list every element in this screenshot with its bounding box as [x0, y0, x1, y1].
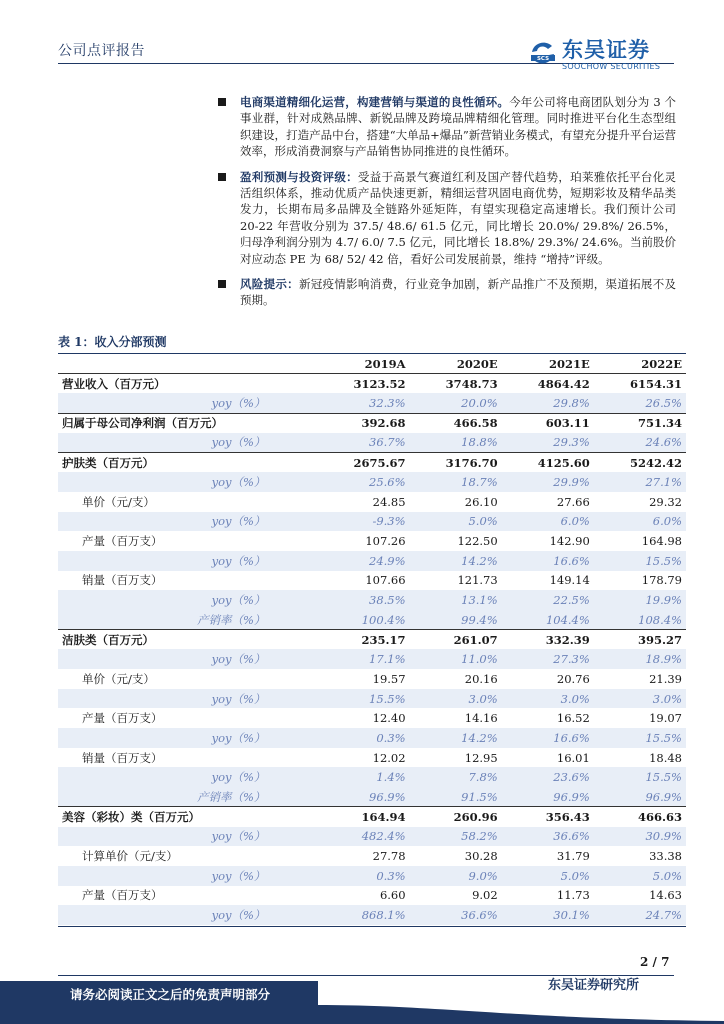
row-value-cell: 96.9%: [594, 787, 686, 807]
row-value-cell: 19.57: [372, 671, 406, 686]
row-value-cell: 3748.73: [410, 374, 502, 394]
table-row: [58, 610, 686, 630]
table-row: [58, 630, 686, 650]
row-value-cell: 4864.42: [502, 374, 594, 394]
footer-wave-decoration: [318, 1005, 724, 1024]
row-value-cell: 14.2%: [410, 551, 502, 571]
row-label: yoy（%）: [58, 433, 317, 453]
logo-mark-text: SCS: [536, 56, 550, 62]
row-value-cell: 18.8%: [410, 433, 502, 453]
table-header-row: [58, 354, 686, 374]
row-value-cell: 33.38: [649, 849, 682, 864]
row-value-cell: 30.1%: [502, 905, 594, 925]
footer-base-band: [0, 1005, 318, 1024]
row-label: yoy（%）: [58, 590, 317, 610]
row-label: yoy（%）: [58, 472, 317, 492]
row-label: 产量（百万支）: [82, 711, 163, 726]
row-value-cell: 24.9%: [317, 551, 409, 571]
table-row: [58, 452, 686, 472]
row-value-cell: 603.11: [502, 413, 594, 433]
table-row: [58, 512, 686, 532]
key-points: [218, 94, 676, 318]
row-value-cell: 2675.67: [317, 452, 409, 472]
row-label: yoy（%）: [58, 866, 317, 886]
row-value-cell: 27.1%: [594, 472, 686, 492]
row-value-cell: 30.9%: [594, 827, 686, 847]
row-value-cell: 16.6%: [502, 728, 594, 748]
row-value-cell: 18.48: [649, 750, 682, 765]
table-row: [58, 748, 686, 768]
row-value-cell: 15.5%: [594, 551, 686, 571]
row-value-cell: 22.5%: [502, 590, 594, 610]
row-label: 产销率（%）: [58, 610, 317, 630]
row-value-cell: 20.0%: [410, 393, 502, 413]
row-value-cell: 868.1%: [317, 905, 409, 925]
row-label: 产量（百万支）: [82, 888, 163, 903]
row-label: yoy（%）: [58, 827, 317, 847]
header-year-cell: 2020E: [410, 354, 502, 374]
row-value-cell: 9.0%: [410, 866, 502, 886]
row-value-cell: 235.17: [317, 630, 409, 650]
table-row: [58, 689, 686, 709]
row-value-cell: 149.14: [549, 573, 590, 588]
row-value-cell: 107.26: [365, 534, 406, 549]
footer-firm-name: 东吴证券研究所: [548, 978, 640, 993]
soochow-logo: [528, 38, 678, 74]
row-label: 单价（元/支）: [82, 494, 155, 509]
row-value-cell: 27.78: [372, 849, 406, 864]
row-value-cell: 100.4%: [317, 610, 409, 630]
row-value-cell: 178.79: [641, 573, 682, 588]
row-value-cell: 25.6%: [317, 472, 409, 492]
row-value-cell: 12.95: [464, 750, 498, 765]
row-value-cell: 466.58: [410, 413, 502, 433]
bullet-square-icon: [218, 98, 226, 106]
row-value-cell: 3.0%: [502, 689, 594, 709]
row-label: 单价（元/支）: [82, 671, 155, 686]
row-value-cell: 20.76: [556, 671, 590, 686]
row-value-cell: 3123.52: [317, 374, 409, 394]
header-year-cell: 2021E: [502, 354, 594, 374]
table-row: [58, 886, 686, 906]
table-row: [58, 767, 686, 787]
table-row: [58, 413, 686, 433]
bullet-title: 风险提示：: [240, 277, 299, 292]
row-value-cell: 11.0%: [410, 649, 502, 669]
row-value-cell: 356.43: [502, 807, 594, 827]
row-value-cell: 121.73: [457, 573, 498, 588]
row-value-cell: 107.66: [365, 573, 406, 588]
table-bottom-rule: [58, 926, 686, 927]
row-value-cell: 392.68: [317, 413, 409, 433]
row-label: 计算单价（元/支）: [82, 849, 178, 864]
row-value-cell: 16.52: [556, 711, 590, 726]
bullet-title: 电商渠道精细化运营，构建营销与渠道的良性循环。: [240, 95, 510, 109]
row-value-cell: 332.39: [502, 630, 594, 650]
row-label: 销量（百万支）: [82, 573, 163, 588]
row-value-cell: 13.1%: [410, 590, 502, 610]
row-label: yoy（%）: [58, 393, 317, 413]
table-row: [58, 551, 686, 571]
row-value-cell: 24.85: [372, 494, 406, 509]
row-value-cell: 3176.70: [410, 452, 502, 472]
row-value-cell: 19.07: [649, 711, 682, 726]
row-value-cell: 38.5%: [317, 590, 409, 610]
row-value-cell: 12.02: [372, 750, 406, 765]
row-value-cell: 23.6%: [502, 767, 594, 787]
header-year-cell: 2022E: [594, 354, 686, 374]
row-value-cell: 29.9%: [502, 472, 594, 492]
row-value-cell: 466.63: [594, 807, 686, 827]
bullet-text: 今年公司将电商团队划分为 3 个事业群，针对成熟品牌、新锐品牌及跨境品牌精细化管理。同时推进平台化生态型组织建设，打造产品中台，搭建“大单品+爆品”新营销业务模式，有望充分提升平台运营效率，形成消费洞察与产品销售协同推进的良性循环。: [240, 95, 676, 159]
row-value-cell: 6.60: [379, 888, 406, 903]
row-label: 归属于母公司净利润（百万元）: [58, 413, 317, 433]
row-value-cell: 20.16: [464, 671, 498, 686]
table-row: [58, 649, 686, 669]
row-value-cell: 122.50: [457, 534, 498, 549]
row-value-cell: 30.28: [464, 849, 498, 864]
row-label: yoy（%）: [58, 767, 317, 787]
row-value-cell: 11.73: [556, 888, 590, 903]
bullet-square-icon: [218, 280, 226, 288]
report-type-label: 公司点评报告: [58, 43, 145, 59]
row-value-cell: 3.0%: [410, 689, 502, 709]
row-value-cell: 108.4%: [594, 610, 686, 630]
soochow-logo-icon: [528, 38, 558, 68]
row-value-cell: 5.0%: [502, 866, 594, 886]
row-value-cell: 29.3%: [502, 433, 594, 453]
row-value-cell: 15.5%: [594, 728, 686, 748]
row-value-cell: 4125.60: [502, 452, 594, 472]
table-row: [58, 374, 686, 394]
logo-chinese-name: 东吴证券: [562, 38, 650, 62]
bullet-ecommerce: [218, 94, 676, 160]
row-value-cell: 6154.31: [594, 374, 686, 394]
row-value-cell: 751.34: [594, 413, 686, 433]
row-label: yoy（%）: [58, 512, 317, 532]
row-value-cell: 16.01: [556, 750, 590, 765]
row-value-cell: 31.79: [556, 849, 590, 864]
table-row: [58, 708, 686, 728]
row-label: 营业收入（百万元）: [58, 374, 317, 394]
row-value-cell: -9.3%: [317, 512, 409, 532]
table-row: [58, 728, 686, 748]
row-value-cell: 24.7%: [594, 905, 686, 925]
row-value-cell: 5.0%: [594, 866, 686, 886]
row-value-cell: 36.6%: [410, 905, 502, 925]
table-row: [58, 669, 686, 689]
row-value-cell: 15.5%: [317, 689, 409, 709]
row-value-cell: 26.10: [464, 494, 498, 509]
table-row: [58, 492, 686, 512]
row-value-cell: 5.0%: [410, 512, 502, 532]
row-value-cell: 164.94: [317, 807, 409, 827]
bullet-square-icon: [218, 173, 226, 181]
row-value-cell: 18.9%: [594, 649, 686, 669]
row-value-cell: 36.6%: [502, 827, 594, 847]
row-value-cell: 18.7%: [410, 472, 502, 492]
table-row: [58, 472, 686, 492]
table-row: [58, 393, 686, 413]
row-value-cell: 27.66: [556, 494, 590, 509]
row-value-cell: 142.90: [549, 534, 590, 549]
row-value-cell: 17.1%: [317, 649, 409, 669]
row-value-cell: 24.6%: [594, 433, 686, 453]
row-value-cell: 27.3%: [502, 649, 594, 669]
row-value-cell: 6.0%: [502, 512, 594, 532]
row-label: yoy（%）: [58, 649, 317, 669]
table-row: [58, 433, 686, 453]
row-label: yoy（%）: [58, 728, 317, 748]
table-row: [58, 827, 686, 847]
header-blank-cell: [58, 354, 317, 374]
row-value-cell: 482.4%: [317, 827, 409, 847]
row-value-cell: 99.4%: [410, 610, 502, 630]
row-value-cell: 26.5%: [594, 393, 686, 413]
bullet-title: 盈利预测与投资评级：: [240, 169, 358, 184]
row-value-cell: 3.0%: [594, 689, 686, 709]
row-label: yoy（%）: [58, 689, 317, 709]
header-year-cell: 2019A: [317, 354, 409, 374]
row-value-cell: 29.8%: [502, 393, 594, 413]
row-value-cell: 1.4%: [317, 767, 409, 787]
row-value-cell: 32.3%: [317, 393, 409, 413]
row-value-cell: 14.16: [464, 711, 498, 726]
row-value-cell: 14.2%: [410, 728, 502, 748]
footer-disclaimer: 请务必阅读正文之后的免责声明部分: [70, 987, 271, 1002]
row-value-cell: 19.9%: [594, 590, 686, 610]
table-row: [58, 787, 686, 807]
row-value-cell: 260.96: [410, 807, 502, 827]
revenue-forecast-table: [58, 354, 686, 925]
row-label: 护肤类（百万元）: [58, 452, 317, 472]
row-label: 产量（百万支）: [82, 534, 163, 549]
row-value-cell: 21.39: [649, 671, 682, 686]
row-label: 产销率（%）: [58, 787, 317, 807]
row-value-cell: 16.6%: [502, 551, 594, 571]
row-label: 洁肤类（百万元）: [58, 630, 317, 650]
table-row: [58, 590, 686, 610]
row-label: yoy（%）: [58, 551, 317, 571]
row-value-cell: 0.3%: [317, 866, 409, 886]
row-value-cell: 14.63: [649, 888, 682, 903]
row-value-cell: 0.3%: [317, 728, 409, 748]
row-value-cell: 395.27: [594, 630, 686, 650]
bullet-forecast: [218, 169, 676, 267]
row-value-cell: 5242.42: [594, 452, 686, 472]
table-title: 表 1：收入分部预测: [58, 335, 167, 349]
row-value-cell: 29.32: [649, 494, 682, 509]
row-label: 销量（百万支）: [82, 750, 163, 765]
row-label: yoy（%）: [58, 905, 317, 925]
table-row: [58, 866, 686, 886]
table-row: [58, 571, 686, 591]
logo-english-name: SOOCHOW SECURITIES: [562, 62, 661, 71]
row-value-cell: 96.9%: [502, 787, 594, 807]
row-value-cell: 96.9%: [317, 787, 409, 807]
row-value-cell: 7.8%: [410, 767, 502, 787]
bullet-text: 新冠疫情影响消费，行业竞争加剧，新产品推广不及预期，渠道拓展不及预期。: [240, 277, 677, 308]
row-value-cell: 6.0%: [594, 512, 686, 532]
row-value-cell: 12.40: [372, 711, 406, 726]
row-value-cell: 9.02: [472, 888, 498, 903]
row-value-cell: 58.2%: [410, 827, 502, 847]
table-row: [58, 807, 686, 827]
table-row: [58, 905, 686, 925]
bullet-text: 受益于高景气赛道红利及国产替代趋势，珀莱雅依托平台化灵活组织体系，推动优质产品快速更新，精细运营巩固电商优势，短期彩妆及精华品类发力，长期布局多品牌及全链路外延矩阵，有望实现稳定高速增长。我们预计公司 20-22 年营收分别为 37.5/ 48.6/ 61.5 亿元，同比增长 20.0%/ 29.8%/ 26.5%，归母净利润分别为 4.7/ 6.0/ 7.5 亿元，同比增长 18.8%/ 29.3%/ 24.6%。当前股价对应动态 PE 为 68/ 52/ 42 倍，看好公司发展前景，维持 “增持”评级。: [240, 169, 677, 266]
table-row: [58, 531, 686, 551]
row-value-cell: 261.07: [410, 630, 502, 650]
bullet-risk: [218, 276, 676, 309]
row-value-cell: 104.4%: [502, 610, 594, 630]
row-value-cell: 15.5%: [594, 767, 686, 787]
row-label: 美容（彩妆）类（百万元）: [58, 807, 317, 827]
table-row: [58, 846, 686, 866]
row-value-cell: 36.7%: [317, 433, 409, 453]
row-value-cell: 164.98: [641, 534, 682, 549]
row-value-cell: 91.5%: [410, 787, 502, 807]
page-number: 2 / 7: [640, 955, 670, 969]
